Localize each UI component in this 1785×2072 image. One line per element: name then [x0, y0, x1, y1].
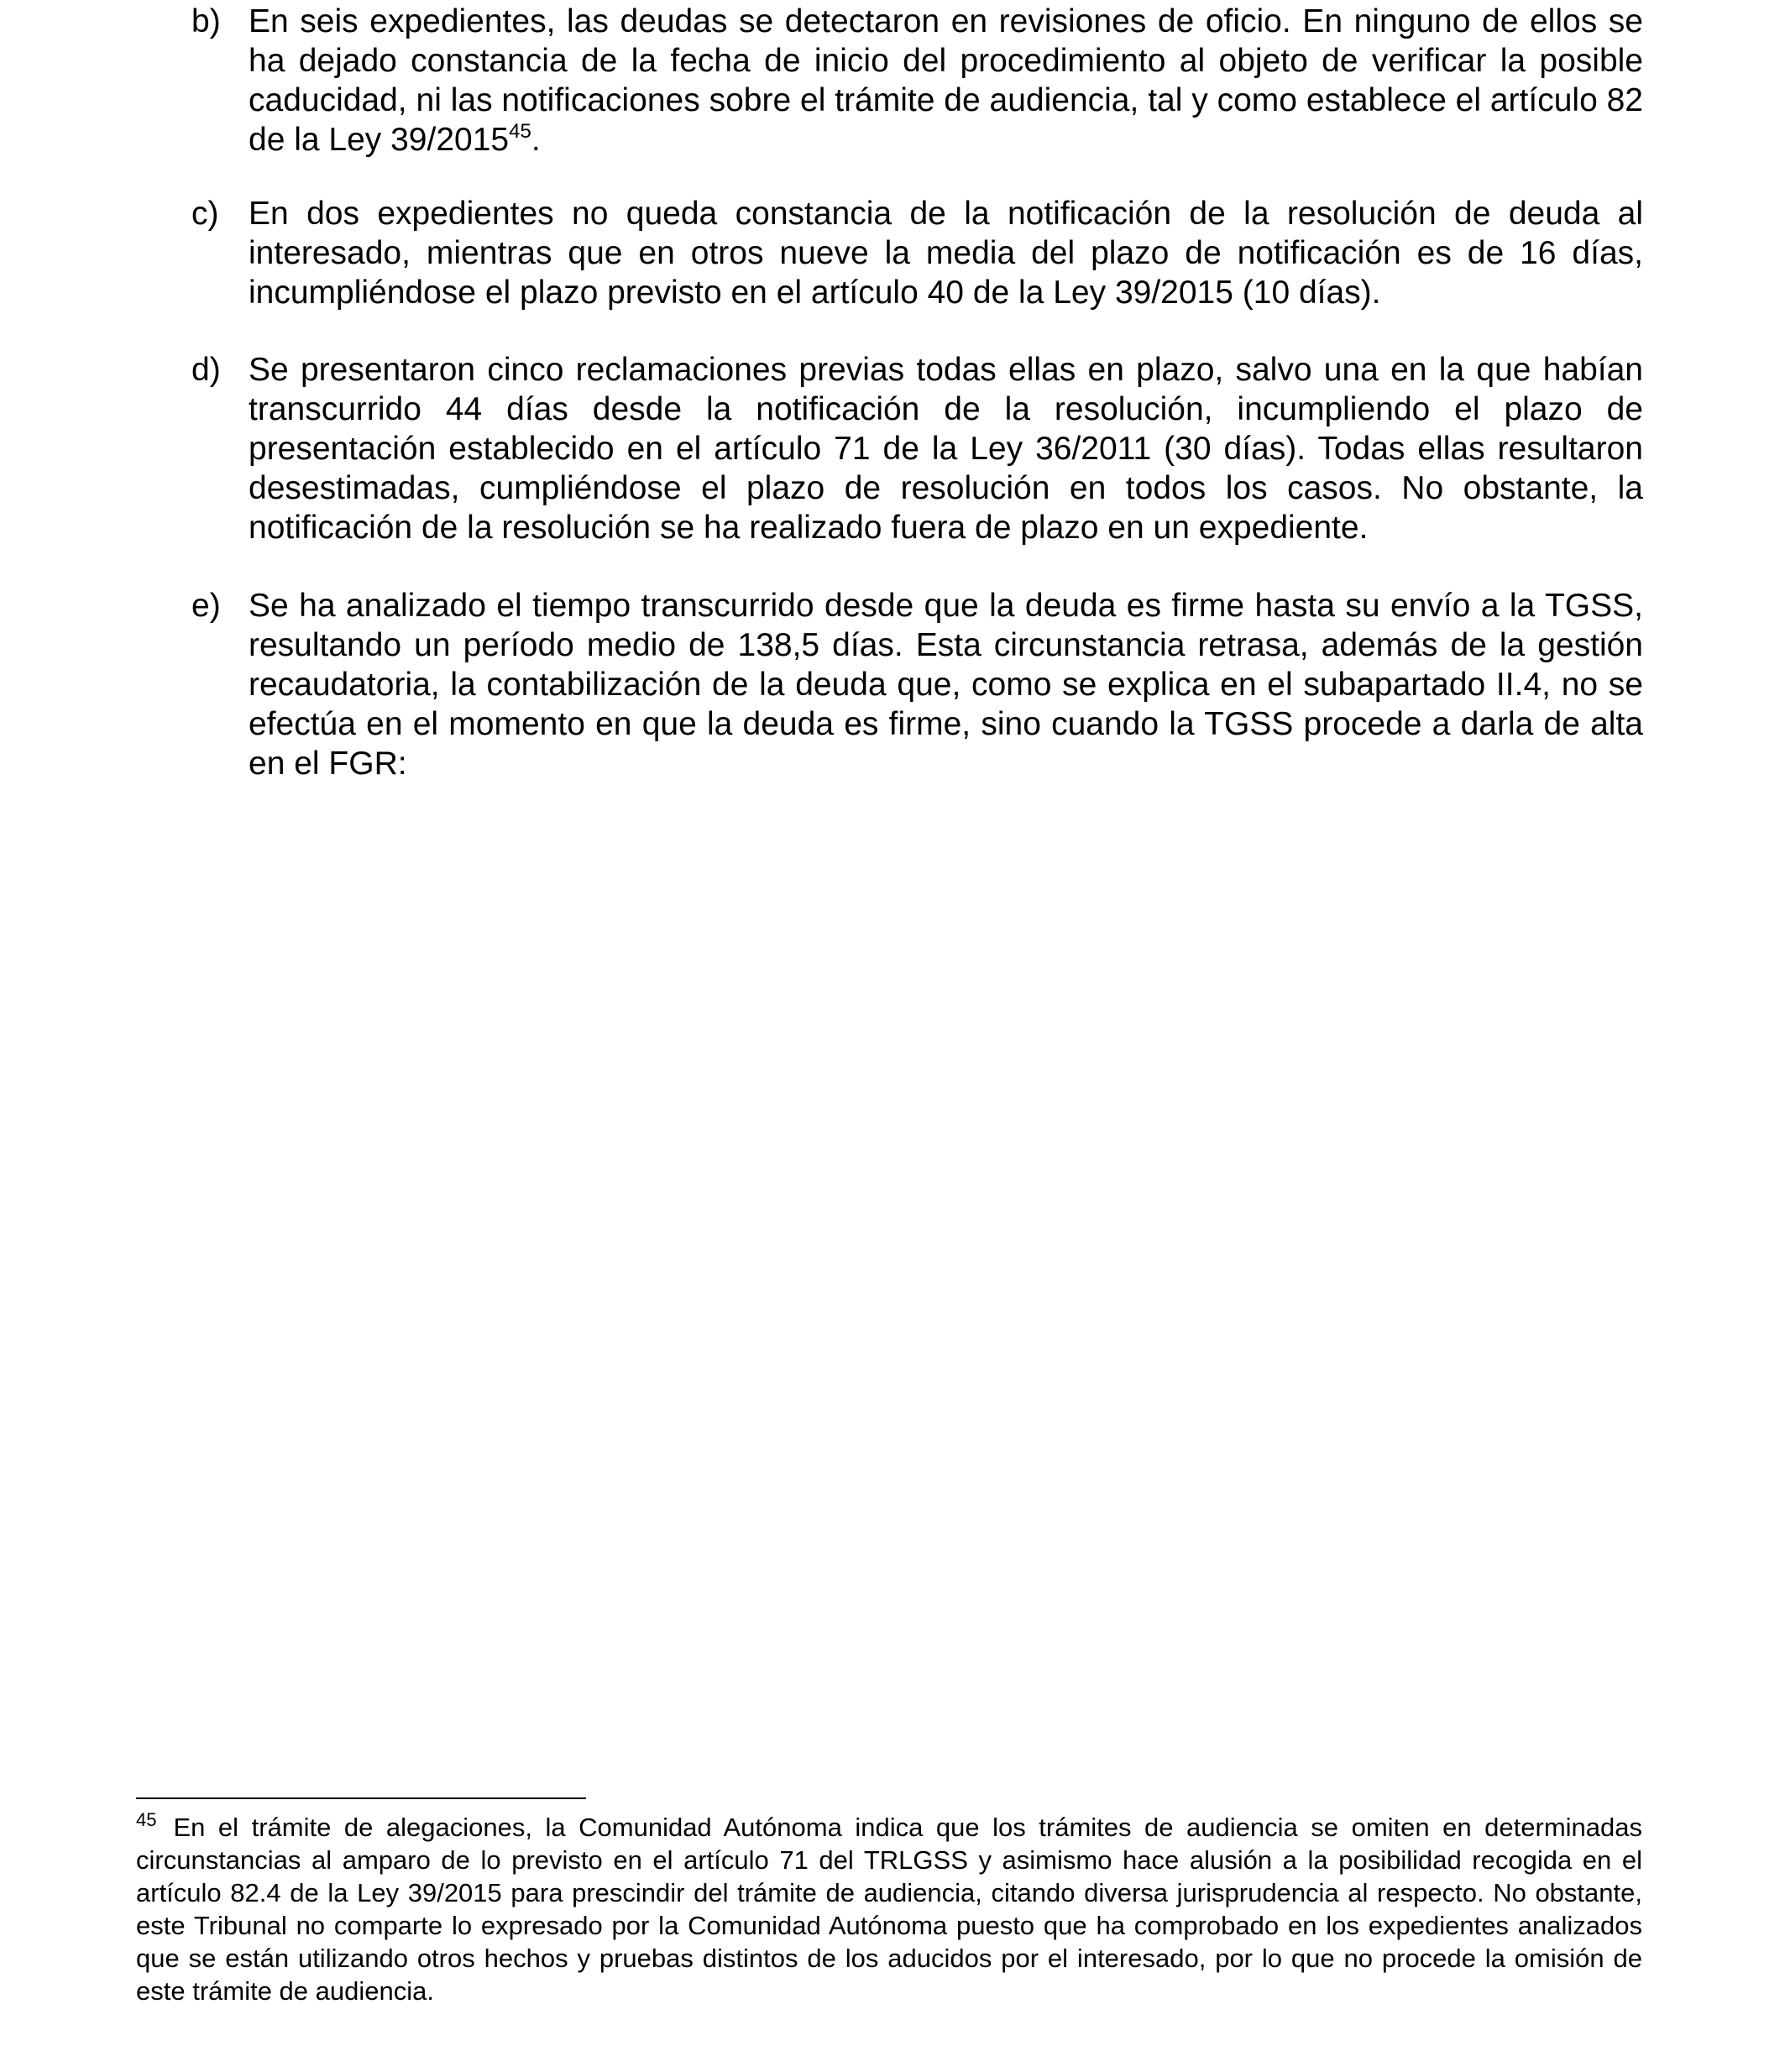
list-item-text: En dos expedientes no queda constancia de la notificación de la resolución de deuda al interesado, mientras que en otros nueve la media del plazo de notificación es de 16 días, incumpliéndose el plazo previsto en el artículo 40 de la Ley 39/2015 (10 días). — [249, 196, 1643, 311]
list-item-text-end: . — [531, 122, 541, 158]
list-item-text: Se ha analizado el tiempo transcurrido desde que la deuda es firme hasta su envío a la TGSS, resultando un período medio de 138,5 días. Esta circunstancia retrasa, además de la gestión recaudatoria, la contabilización de la deuda que, como se explica en el subapartado II.4, no se efectúa en el momento en que la deuda es firme, sino cuando la TGSS procede a darla de alta en el FGR: — [249, 588, 1643, 782]
list-item-letter: c) — [191, 196, 219, 232]
list-item-letter: e) — [191, 588, 221, 624]
footnote-number: 45 — [136, 1809, 157, 1830]
list-item-text-body: En seis expedientes, las deudas se detectaron en revisiones de oficio. En ninguno de ellos se ha dejado constancia de la fecha de inicio del procedimiento al objeto de verificar la posible caducidad, ni las notificaciones sobre el trámite de audiencia, tal y como establece el artículo 82 de la Ley 39/2015 — [249, 3, 1643, 158]
footnote-text: En el trámite de alegaciones, la Comunidad Autónoma indica que los trámites de audiencia se omiten en determinadas circunstancias al amparo de lo previsto en el artículo 71 del TRLGSS y asimismo hace alusión a la posibilidad recogida en el artículo 82.4 de la Ley 39/2015 para prescindir del trámite de audiencia, citando diversa jurisprudencia al respecto. No obstante, este Tribunal no comparte lo expresado por la Comunidad Autónoma puesto que ha comprobado en los expedientes analizados que se están utilizando otros hechos y pruebas distintos de los aducidos por el interesado, por lo que no procede la omisión de este trámite de audiencia. — [136, 1813, 1642, 2006]
list-item-text: Se presentaron cinco reclamaciones previas todas ellas en plazo, salvo una en la que habían transcurrido 44 días desde la notificación de la resolución, incumpliendo el plazo de presentación establecido en el artículo 71 de la Ley 36/2011 (30 días). Todas ellas resultaron desestimadas, cumpliéndose el plazo de resolución en todos los casos. No obstante, la notificación de la resolución se ha realizado fuera de plazo en un expediente. — [249, 352, 1643, 546]
list-item-text — [249, 2, 1643, 160]
footnote-45 — [136, 1811, 1642, 2007]
footnote-reference[interactable]: 45 — [509, 120, 531, 143]
list-item-letter: b) — [191, 3, 221, 39]
list-item-letter: d) — [191, 352, 221, 388]
footnote-divider — [136, 1797, 586, 1799]
